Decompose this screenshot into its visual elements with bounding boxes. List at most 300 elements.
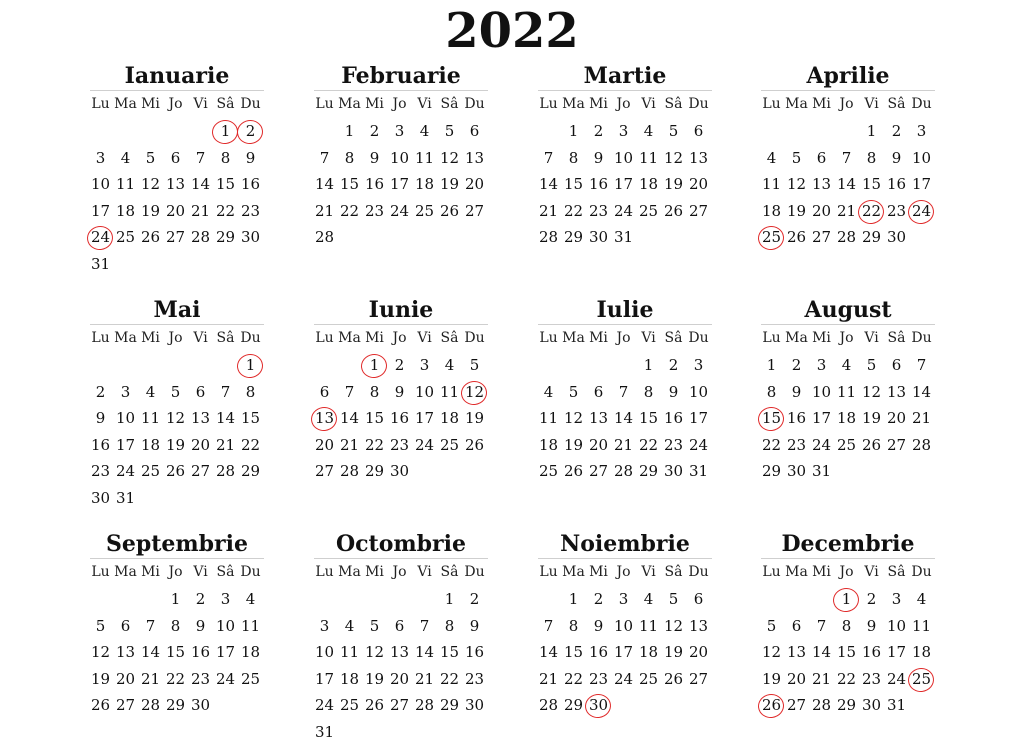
day-cell: 10 [809, 379, 834, 406]
day-cell: 19 [163, 432, 188, 459]
day-cell: 22 [337, 198, 362, 225]
month-divider [90, 558, 264, 559]
day-cell: 27 [462, 198, 487, 225]
day-cell: 5 [561, 379, 586, 406]
day-cell: 4 [437, 352, 462, 379]
day-cell: 27 [188, 458, 213, 485]
weekday-label: Vi [188, 561, 213, 586]
day-cell: 14 [213, 405, 238, 432]
day-cell: 21 [312, 198, 337, 225]
day-cell: 31 [686, 458, 711, 485]
month-divider [90, 324, 264, 325]
day-cell: 28 [809, 692, 834, 719]
weekday-label: Mi [809, 93, 834, 118]
day-cell: 12 [138, 171, 163, 198]
day-cell: 16 [586, 171, 611, 198]
day-cell: 14 [337, 405, 362, 432]
weekday-label: Ma [337, 327, 362, 352]
day-cell: 24 [213, 666, 238, 693]
day-cell: 11 [238, 613, 263, 640]
day-cell: 15 [213, 171, 238, 198]
day-cell: 15 [859, 171, 884, 198]
weekday-label: Mi [809, 561, 834, 586]
day-cell: 16 [784, 405, 809, 432]
day-cell: 1 [561, 586, 586, 613]
day-cell: 12 [163, 405, 188, 432]
day-cell: 18 [412, 171, 437, 198]
day-cell: 20 [113, 666, 138, 693]
day-cell: 4 [337, 613, 362, 640]
day-cell: 15 [834, 639, 859, 666]
day-cell-circled: 13 [312, 405, 337, 432]
month-name: Mai [88, 296, 266, 324]
weekday-label: Du [238, 327, 263, 352]
day-cell: 29 [561, 692, 586, 719]
day-cell: 23 [884, 198, 909, 225]
day-cell: 17 [686, 405, 711, 432]
month-divider [90, 90, 264, 91]
day-cell: 11 [636, 613, 661, 640]
day-cell: 5 [661, 118, 686, 145]
day-cell: 30 [238, 224, 263, 251]
day-cell: 6 [586, 379, 611, 406]
day-cell: 3 [809, 352, 834, 379]
day-cell: 14 [138, 639, 163, 666]
day-cell-circled: 26 [759, 692, 784, 719]
day-cell: 10 [387, 145, 412, 172]
month-octombrie [312, 530, 490, 745]
day-cell: 13 [462, 145, 487, 172]
weekday-label: Du [909, 327, 934, 352]
day-cell: 18 [909, 639, 934, 666]
weekday-label: Jo [834, 93, 859, 118]
day-cell: 30 [188, 692, 213, 719]
day-cell-circled: 25 [759, 224, 784, 251]
weekday-label: Mi [586, 327, 611, 352]
day-cell: 31 [611, 224, 636, 251]
day-cell: 6 [686, 118, 711, 145]
month-name: Noiembrie [536, 530, 714, 558]
day-cell: 23 [362, 198, 387, 225]
day-cell: 26 [462, 432, 487, 459]
day-cell: 21 [213, 432, 238, 459]
day-cell: 29 [362, 458, 387, 485]
month-days-grid [536, 327, 714, 485]
day-cell: 20 [586, 432, 611, 459]
day-cell: 17 [312, 666, 337, 693]
day-cell: 18 [238, 639, 263, 666]
weekday-label: Jo [611, 93, 636, 118]
day-cell: 17 [113, 432, 138, 459]
day-cell: 14 [611, 405, 636, 432]
day-cell: 14 [412, 639, 437, 666]
day-cell: 17 [909, 171, 934, 198]
day-cell: 4 [536, 379, 561, 406]
weekday-label: Vi [636, 93, 661, 118]
day-cell: 20 [884, 405, 909, 432]
day-cell: 1 [859, 118, 884, 145]
day-cell: 3 [88, 145, 113, 172]
weekday-label: Jo [387, 327, 412, 352]
weekday-label: Lu [88, 327, 113, 352]
day-cell: 8 [759, 379, 784, 406]
day-cell: 26 [561, 458, 586, 485]
day-cell: 27 [686, 666, 711, 693]
day-cell: 26 [88, 692, 113, 719]
weekday-label: Du [686, 561, 711, 586]
day-cell: 6 [809, 145, 834, 172]
day-cell: 8 [163, 613, 188, 640]
day-cell: 27 [686, 198, 711, 225]
day-cell: 12 [784, 171, 809, 198]
weekday-label: Ma [784, 93, 809, 118]
day-cell: 10 [686, 379, 711, 406]
weekday-label: Du [686, 327, 711, 352]
day-cell: 11 [412, 145, 437, 172]
day-cell: 3 [686, 352, 711, 379]
day-cell: 23 [88, 458, 113, 485]
weekday-label: Mi [362, 561, 387, 586]
weekday-label: Ma [337, 93, 362, 118]
day-cell: 16 [661, 405, 686, 432]
day-cell: 23 [859, 666, 884, 693]
day-cell: 22 [163, 666, 188, 693]
day-cell: 5 [437, 118, 462, 145]
day-cell: 14 [809, 639, 834, 666]
day-cell: 6 [387, 613, 412, 640]
month-days-grid [88, 93, 266, 277]
day-cell: 13 [188, 405, 213, 432]
year-title: 2022 [0, 2, 1024, 60]
day-cell: 2 [586, 586, 611, 613]
month-days-grid [759, 327, 937, 485]
day-cell: 29 [213, 224, 238, 251]
day-cell: 1 [759, 352, 784, 379]
weekday-label: Lu [88, 93, 113, 118]
day-cell: 10 [884, 613, 909, 640]
day-cell: 15 [437, 639, 462, 666]
month-days-grid [759, 93, 937, 251]
day-cell: 12 [362, 639, 387, 666]
weekday-label: Jo [834, 327, 859, 352]
day-cell: 12 [88, 639, 113, 666]
day-cell: 29 [238, 458, 263, 485]
day-cell: 26 [784, 224, 809, 251]
day-cell: 7 [536, 145, 561, 172]
day-cell: 4 [636, 118, 661, 145]
day-cell: 23 [462, 666, 487, 693]
day-cell: 16 [362, 171, 387, 198]
day-cell: 15 [163, 639, 188, 666]
day-cell: 4 [238, 586, 263, 613]
day-cell: 21 [909, 405, 934, 432]
day-cell: 23 [586, 198, 611, 225]
day-cell: 20 [387, 666, 412, 693]
day-cell: 27 [784, 692, 809, 719]
day-cell: 21 [809, 666, 834, 693]
day-cell-circled: 12 [462, 379, 487, 406]
day-cell: 31 [809, 458, 834, 485]
day-cell: 8 [561, 145, 586, 172]
day-cell: 15 [362, 405, 387, 432]
day-cell: 9 [859, 613, 884, 640]
day-cell: 11 [113, 171, 138, 198]
weekday-label: Ma [561, 561, 586, 586]
day-cell: 2 [188, 586, 213, 613]
day-cell: 13 [163, 171, 188, 198]
day-cell: 20 [312, 432, 337, 459]
weekday-label: Vi [859, 93, 884, 118]
day-cell: 3 [387, 118, 412, 145]
day-cell: 7 [834, 145, 859, 172]
month-name: August [759, 296, 937, 324]
day-cell: 22 [213, 198, 238, 225]
day-cell-circled: 2 [238, 118, 263, 145]
day-cell: 5 [859, 352, 884, 379]
day-cell-circled: 1 [238, 352, 263, 379]
month-martie [536, 62, 714, 251]
day-cell: 25 [138, 458, 163, 485]
day-cell: 30 [462, 692, 487, 719]
month-name: Decembrie [759, 530, 937, 558]
day-cell: 14 [834, 171, 859, 198]
day-cell: 3 [611, 118, 636, 145]
day-cell: 27 [113, 692, 138, 719]
day-cell: 11 [834, 379, 859, 406]
day-cell: 10 [213, 613, 238, 640]
day-cell: 26 [661, 666, 686, 693]
day-cell: 3 [884, 586, 909, 613]
day-cell: 24 [809, 432, 834, 459]
weekday-label: Ma [784, 327, 809, 352]
weekday-label: Du [686, 93, 711, 118]
weekday-label: Du [909, 561, 934, 586]
day-cell: 22 [437, 666, 462, 693]
day-cell: 16 [884, 171, 909, 198]
day-cell: 19 [661, 171, 686, 198]
month-days-grid [312, 561, 490, 745]
weekday-label: Du [462, 561, 487, 586]
day-cell: 19 [462, 405, 487, 432]
day-cell: 8 [213, 145, 238, 172]
day-cell: 18 [759, 198, 784, 225]
day-cell: 16 [859, 639, 884, 666]
weekday-label: Ma [784, 561, 809, 586]
day-cell: 19 [784, 198, 809, 225]
day-cell: 21 [412, 666, 437, 693]
day-cell: 12 [661, 145, 686, 172]
day-cell: 28 [188, 224, 213, 251]
day-cell: 5 [138, 145, 163, 172]
day-cell-circled: 1 [834, 586, 859, 613]
day-cell: 23 [661, 432, 686, 459]
month-septembrie [88, 530, 266, 719]
day-cell-circled: 25 [909, 666, 934, 693]
weekday-label: Vi [636, 561, 661, 586]
day-cell: 27 [884, 432, 909, 459]
month-name: Iulie [536, 296, 714, 324]
day-cell: 27 [163, 224, 188, 251]
day-cell: 9 [188, 613, 213, 640]
day-cell: 18 [636, 639, 661, 666]
day-cell: 27 [809, 224, 834, 251]
day-cell: 23 [784, 432, 809, 459]
day-cell: 24 [884, 666, 909, 693]
month-name: Iunie [312, 296, 490, 324]
day-cell: 29 [561, 224, 586, 251]
day-cell: 25 [412, 198, 437, 225]
day-cell: 25 [238, 666, 263, 693]
month-name: Septembrie [88, 530, 266, 558]
weekday-label: Ma [561, 327, 586, 352]
day-cell: 5 [88, 613, 113, 640]
month-divider [538, 90, 712, 91]
weekday-label: Jo [611, 327, 636, 352]
day-cell: 27 [387, 692, 412, 719]
day-cell: 10 [611, 145, 636, 172]
day-cell: 17 [611, 171, 636, 198]
weekday-label: Ma [113, 561, 138, 586]
day-cell: 5 [661, 586, 686, 613]
day-cell: 28 [412, 692, 437, 719]
day-cell: 9 [238, 145, 263, 172]
day-cell: 2 [88, 379, 113, 406]
day-cell: 9 [661, 379, 686, 406]
day-cell: 28 [312, 224, 337, 251]
day-cell: 23 [188, 666, 213, 693]
weekday-label: Mi [362, 93, 387, 118]
day-cell: 16 [188, 639, 213, 666]
day-cell: 15 [636, 405, 661, 432]
day-cell: 7 [809, 613, 834, 640]
month-name: Octombrie [312, 530, 490, 558]
day-cell: 7 [138, 613, 163, 640]
day-cell: 11 [138, 405, 163, 432]
weekday-label: Ma [561, 93, 586, 118]
day-cell: 28 [909, 432, 934, 459]
day-cell: 11 [337, 639, 362, 666]
day-cell: 28 [337, 458, 362, 485]
day-cell: 19 [859, 405, 884, 432]
day-cell: 8 [834, 613, 859, 640]
weekday-label: Vi [859, 327, 884, 352]
day-cell: 16 [387, 405, 412, 432]
day-cell: 20 [809, 198, 834, 225]
day-cell: 9 [586, 145, 611, 172]
day-cell: 9 [88, 405, 113, 432]
day-cell: 15 [561, 171, 586, 198]
weekday-label: Lu [312, 93, 337, 118]
day-cell: 1 [636, 352, 661, 379]
day-cell: 14 [909, 379, 934, 406]
day-cell: 9 [387, 379, 412, 406]
weekday-label: Sâ [213, 93, 238, 118]
day-cell: 8 [561, 613, 586, 640]
day-cell: 29 [163, 692, 188, 719]
day-cell: 6 [784, 613, 809, 640]
month-days-grid [759, 561, 937, 719]
day-cell: 8 [636, 379, 661, 406]
day-cell: 26 [859, 432, 884, 459]
day-cell: 26 [163, 458, 188, 485]
day-cell: 10 [611, 613, 636, 640]
day-cell: 6 [113, 613, 138, 640]
day-cell: 19 [362, 666, 387, 693]
day-cell-circled: 24 [88, 224, 113, 251]
day-cell: 23 [387, 432, 412, 459]
day-cell: 6 [462, 118, 487, 145]
day-cell: 2 [586, 118, 611, 145]
day-cell: 26 [362, 692, 387, 719]
weekday-label: Lu [759, 93, 784, 118]
day-cell: 28 [611, 458, 636, 485]
day-cell: 31 [884, 692, 909, 719]
day-cell: 11 [536, 405, 561, 432]
day-cell: 16 [88, 432, 113, 459]
day-cell: 1 [163, 586, 188, 613]
month-noiembrie [536, 530, 714, 719]
day-cell: 7 [909, 352, 934, 379]
weekday-label: Ma [113, 327, 138, 352]
day-cell: 17 [412, 405, 437, 432]
weekday-label: Sâ [884, 93, 909, 118]
day-cell: 14 [536, 171, 561, 198]
month-iunie [312, 296, 490, 485]
weekday-label: Sâ [437, 93, 462, 118]
day-cell: 19 [88, 666, 113, 693]
day-cell: 30 [884, 224, 909, 251]
day-cell: 9 [362, 145, 387, 172]
day-cell: 18 [536, 432, 561, 459]
day-cell: 7 [412, 613, 437, 640]
day-cell: 27 [312, 458, 337, 485]
day-cell: 12 [561, 405, 586, 432]
month-name: Ianuarie [88, 62, 266, 90]
day-cell: 1 [337, 118, 362, 145]
weekday-label: Du [462, 327, 487, 352]
weekday-label: Ma [113, 93, 138, 118]
day-cell: 20 [686, 171, 711, 198]
day-cell: 26 [437, 198, 462, 225]
day-cell: 25 [337, 692, 362, 719]
day-cell: 4 [412, 118, 437, 145]
day-cell: 8 [437, 613, 462, 640]
day-cell: 21 [337, 432, 362, 459]
weekday-label: Vi [412, 327, 437, 352]
weekday-label: Vi [188, 93, 213, 118]
day-cell: 20 [163, 198, 188, 225]
day-cell: 11 [636, 145, 661, 172]
weekday-label: Vi [188, 327, 213, 352]
day-cell: 11 [909, 613, 934, 640]
day-cell: 2 [462, 586, 487, 613]
day-cell: 19 [437, 171, 462, 198]
weekday-label: Mi [138, 561, 163, 586]
month-days-grid [536, 93, 714, 251]
month-divider [314, 324, 488, 325]
day-cell: 27 [586, 458, 611, 485]
day-cell: 4 [759, 145, 784, 172]
day-cell: 21 [188, 198, 213, 225]
weekday-label: Mi [138, 327, 163, 352]
day-cell: 24 [387, 198, 412, 225]
day-cell: 25 [536, 458, 561, 485]
weekday-label: Sâ [884, 561, 909, 586]
day-cell: 19 [561, 432, 586, 459]
weekday-label: Lu [759, 327, 784, 352]
weekday-label: Vi [412, 93, 437, 118]
day-cell: 20 [686, 639, 711, 666]
